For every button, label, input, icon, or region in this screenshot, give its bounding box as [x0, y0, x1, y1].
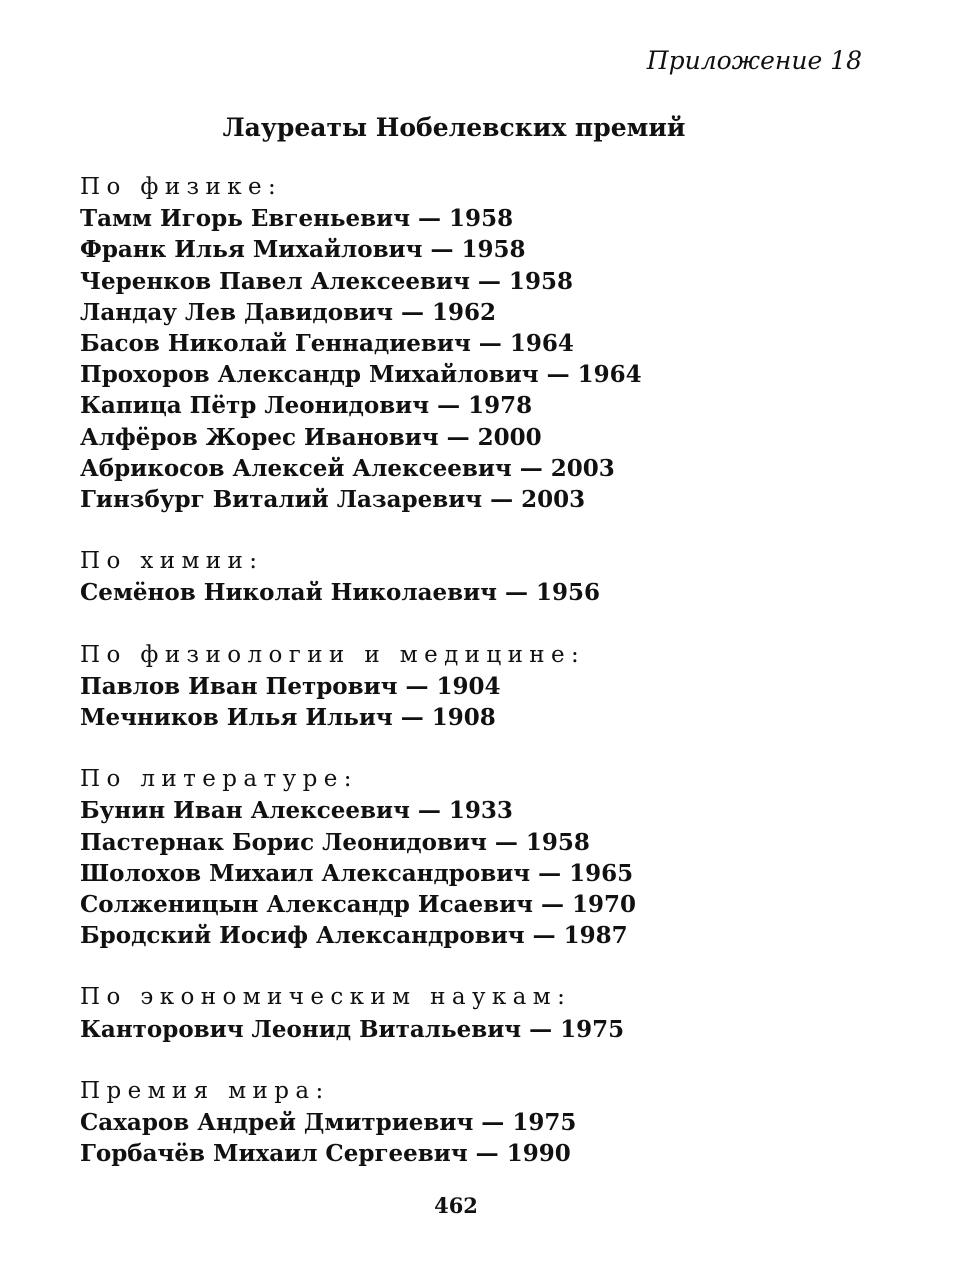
- section-chemistry: [80, 546, 900, 608]
- list-item: Абрикосов Алексей Алексеевич — 2003: [80, 454, 615, 482]
- list-item: Алфёров Жорес Иванович — 2000: [80, 423, 542, 451]
- list-item: Пастернак Борис Леонидович — 1958: [80, 828, 590, 856]
- list-item: Гинзбург Виталий Лазаревич — 2003: [80, 486, 586, 514]
- list-item: Франк Илья Михайлович — 1958: [80, 236, 526, 264]
- list-item: Капица Пётр Леонидович — 1978: [80, 392, 533, 420]
- section-physics: [80, 172, 900, 515]
- section-peace: [80, 1076, 900, 1170]
- list-item: Павлов Иван Петрович — 1904: [80, 672, 501, 700]
- list-item: Горбачёв Михаил Сергеевич — 1990: [80, 1140, 571, 1168]
- list-item: Бунин Иван Алексеевич — 1933: [80, 797, 513, 825]
- section-economics: [80, 982, 900, 1044]
- section-heading: По литературе:: [80, 766, 358, 793]
- section-heading: По физиологии и медицине:: [80, 641, 586, 668]
- list-item: Канторович Леонид Витальевич — 1975: [80, 1015, 625, 1043]
- list-item: Ландау Лев Давидович — 1962: [80, 298, 496, 326]
- list-item: Прохоров Александр Михайлович — 1964: [80, 361, 642, 389]
- page-title: Лауреаты Нобелевских премий: [222, 113, 686, 142]
- list-item: Мечников Илья Ильич — 1908: [80, 704, 496, 732]
- page-number: 462: [434, 1193, 478, 1218]
- list-item: Черенков Павел Алексеевич — 1958: [80, 267, 573, 295]
- section-heading: По химии:: [80, 548, 264, 575]
- list-item: Семёнов Николай Николаевич — 1956: [80, 579, 601, 607]
- laureates-list: [80, 172, 900, 1200]
- list-item: Тамм Игорь Евгеньевич — 1958: [80, 205, 514, 233]
- list-item: Солженицын Александр Исаевич — 1970: [80, 891, 637, 919]
- section-heading: По экономическим наукам:: [80, 984, 572, 1011]
- section-heading: Премия мира:: [80, 1077, 330, 1104]
- appendix-label: Приложение 18: [646, 46, 862, 75]
- list-item: Бродский Иосиф Александрович — 1987: [80, 922, 628, 950]
- section-medicine: [80, 640, 900, 734]
- list-item: Басов Николай Геннадиевич — 1964: [80, 330, 574, 358]
- section-heading: По физике:: [80, 174, 283, 200]
- list-item: Сахаров Андрей Дмитриевич — 1975: [80, 1109, 577, 1137]
- section-literature: [80, 764, 900, 951]
- list-item: Шолохов Михаил Александрович — 1965: [80, 859, 634, 887]
